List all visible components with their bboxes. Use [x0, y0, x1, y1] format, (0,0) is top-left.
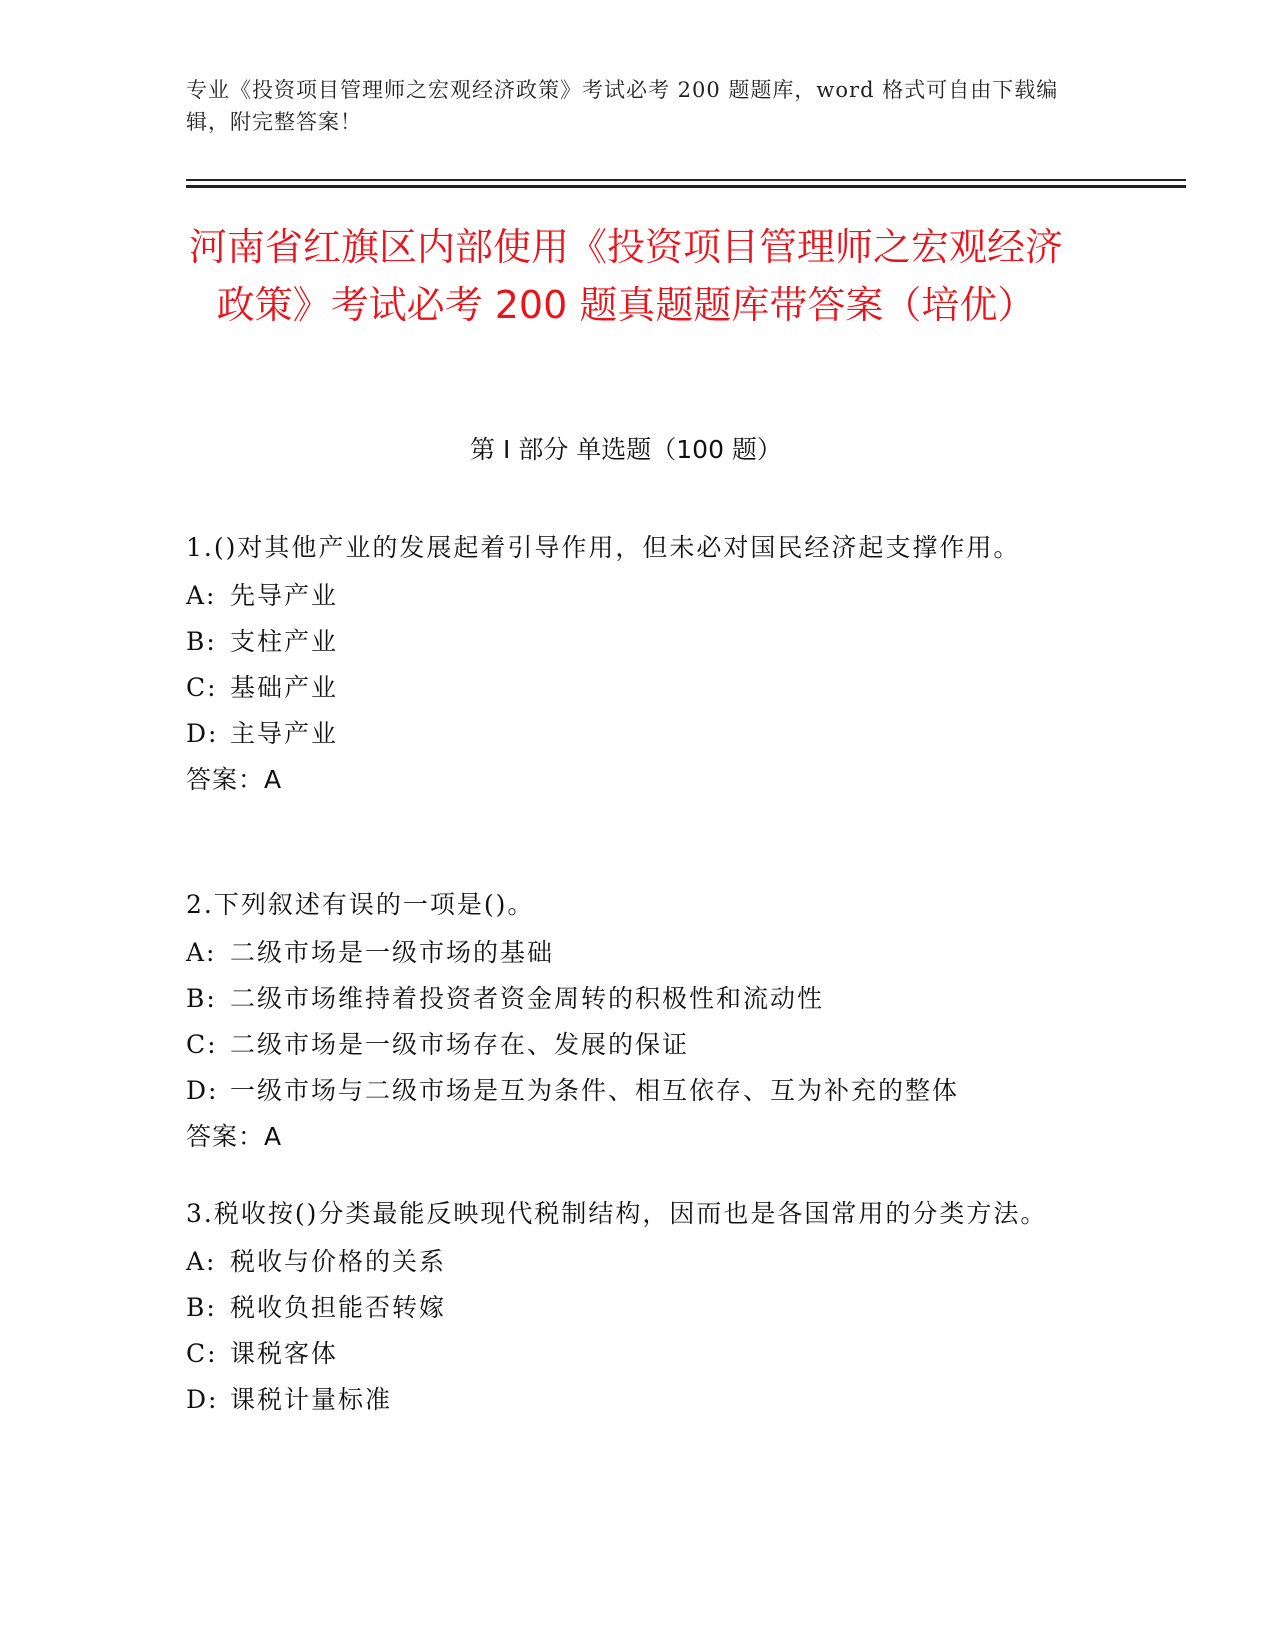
question-block: [186, 880, 1066, 1160]
option-letter: D:: [186, 1076, 219, 1105]
option-text: 主导产业: [230, 719, 339, 748]
question-stem: 3.税收按()分类最能反映现代税制结构，因而也是各国常用的分类方法。: [186, 1199, 1048, 1228]
option-letter: B:: [186, 1293, 217, 1322]
option-b: [186, 1285, 1066, 1331]
option-a: [186, 1239, 1066, 1285]
document-title: 河南省红旗区内部使用《投资项目管理师之宏观经济政策》考试必考 200 题真题题库带答案（培优）: [188, 225, 1063, 327]
header-divider-thick: [186, 185, 1186, 188]
option-d: [186, 1068, 1066, 1114]
option-letter: D:: [186, 1385, 219, 1414]
option-letter: A:: [186, 938, 217, 967]
option-b: [186, 976, 1066, 1022]
header-divider-thin: [186, 179, 1186, 181]
question-block: [186, 523, 1066, 803]
option-text: 课税客体: [230, 1339, 339, 1368]
option-b: [186, 619, 1066, 665]
header-note: 专业《投资项目管理师之宏观经济政策》考试必考 200 题题库，word 格式可自由下载编辑，附完整答案！: [186, 78, 1059, 134]
option-c: [186, 665, 1066, 711]
option-text: 二级市场是一级市场存在、发展的保证: [230, 1030, 690, 1059]
option-text: 税收与价格的关系: [230, 1247, 447, 1276]
option-text: 税收负担能否转嫁: [230, 1293, 447, 1322]
option-a: [186, 930, 1066, 976]
option-d: [186, 1377, 1066, 1423]
question-block: [186, 1189, 1066, 1423]
option-letter: A:: [186, 1247, 217, 1276]
option-text: 基础产业: [230, 673, 339, 702]
question-stem: 2.下列叙述有误的一项是()。: [186, 890, 535, 919]
option-c: [186, 1022, 1066, 1068]
option-d: [186, 711, 1066, 757]
option-c: [186, 1331, 1066, 1377]
option-letter: B:: [186, 984, 217, 1013]
option-text: 一级市场与二级市场是互为条件、相互依存、互为补充的整体: [230, 1076, 960, 1105]
option-text: 支柱产业: [230, 627, 339, 656]
option-text: 二级市场是一级市场的基础: [230, 938, 555, 967]
section-title: 第 I 部分 单选题（100 题）: [470, 435, 782, 464]
option-letter: C:: [186, 1339, 218, 1368]
answer-line: 答案：A: [186, 765, 283, 794]
option-letter: D:: [186, 719, 219, 748]
option-text: 先导产业: [230, 581, 339, 610]
option-letter: C:: [186, 1030, 218, 1059]
option-a: [186, 573, 1066, 619]
answer-line: 答案：A: [186, 1122, 283, 1151]
option-letter: C:: [186, 673, 218, 702]
question-stem: 1.()对其他产业的发展起着引导作用，但未必对国民经济起支撑作用。: [186, 533, 1021, 562]
option-letter: A:: [186, 581, 217, 610]
option-letter: B:: [186, 627, 217, 656]
option-text: 二级市场维持着投资者资金周转的积极性和流动性: [230, 984, 825, 1013]
option-text: 课税计量标准: [230, 1385, 393, 1414]
